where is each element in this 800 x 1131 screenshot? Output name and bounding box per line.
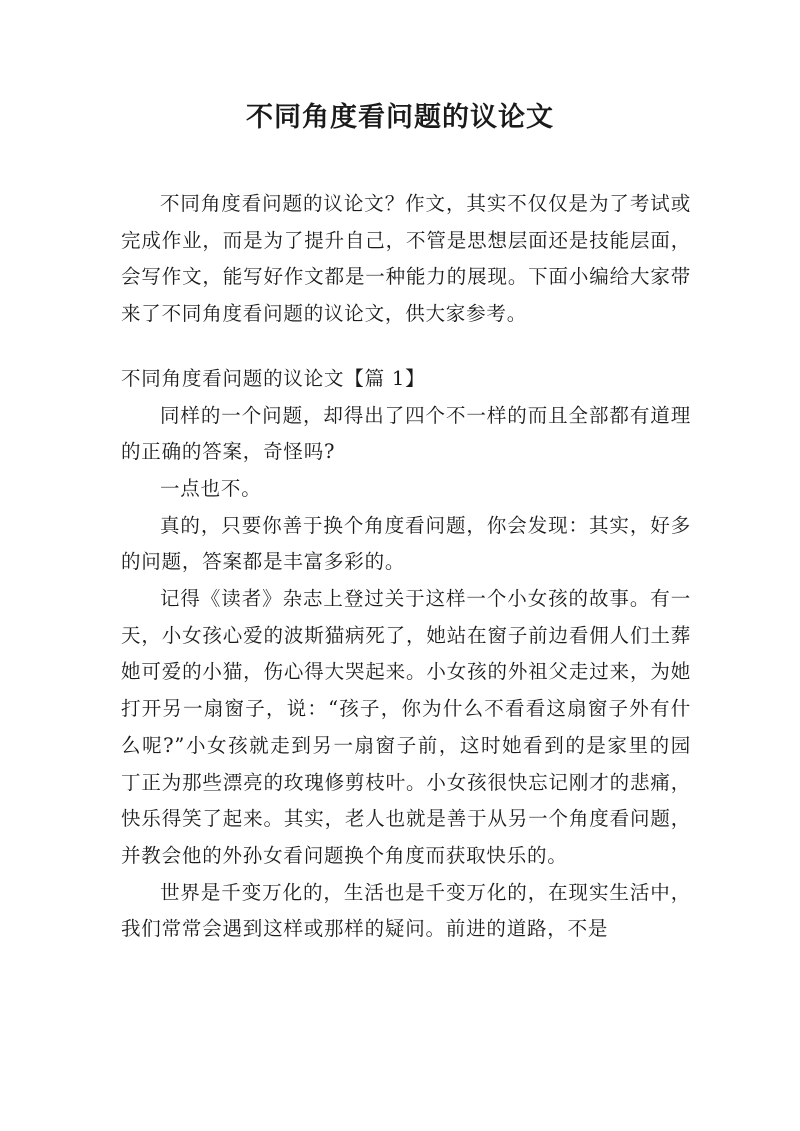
body-paragraph: 记得《读者》杂志上登过关于这样一个小女孩的故事。有一天，小女孩心爱的波斯猫病死了，她站在窗子前边看佣人们土葬她可爱的小猫，伤心得大哭起来。小女孩的外祖父走过来，为她打开另一扇窗子，说：“孩子，你为什么不看看这扇窗子外有什么呢?”小女孩就走到另一扇窗子前，这时她看到的是家里的园丁正为那些漂亮的玫瑰修剪枝叶。小女孩很快忘记刚才的悲痛，快乐得笑了起来。其实，老人也就是善于从另一个角度看问题，并教会他的外孙女看问题换个角度而获取快乐的。 [121,587,691,867]
body-paragraph: 一点也不。 [160,476,262,500]
body-paragraph: 同样的一个问题，却得出了四个不一样的而且全部都有道理的正确的答案，奇怪吗? [121,403,691,464]
document-body [121,186,691,948]
section-heading: 不同角度看问题的议论文【篇 1】 [121,366,426,390]
document-title: 不同角度看问题的议论文 [246,102,554,133]
body-paragraph: 世界是千变万化的，生活也是千变万化的，在现实生活中，我们常常会遇到这样或那样的疑问。前进的道路，不是 [121,880,691,941]
intro-paragraph: 不同角度看问题的议论文？作文，其实不仅仅是为了考试或完成作业，而是为了提升自己，不管是思想层面还是技能层面，会写作文，能写好作文都是一种能力的展现。下面小编给大家带来了不同角度看问题的议论文，供大家参考。 [121,192,691,326]
body-paragraph: 真的，只要你善于换个角度看问题，你会发现：其实，好多的问题，答案都是丰富多彩的。 [121,513,691,574]
